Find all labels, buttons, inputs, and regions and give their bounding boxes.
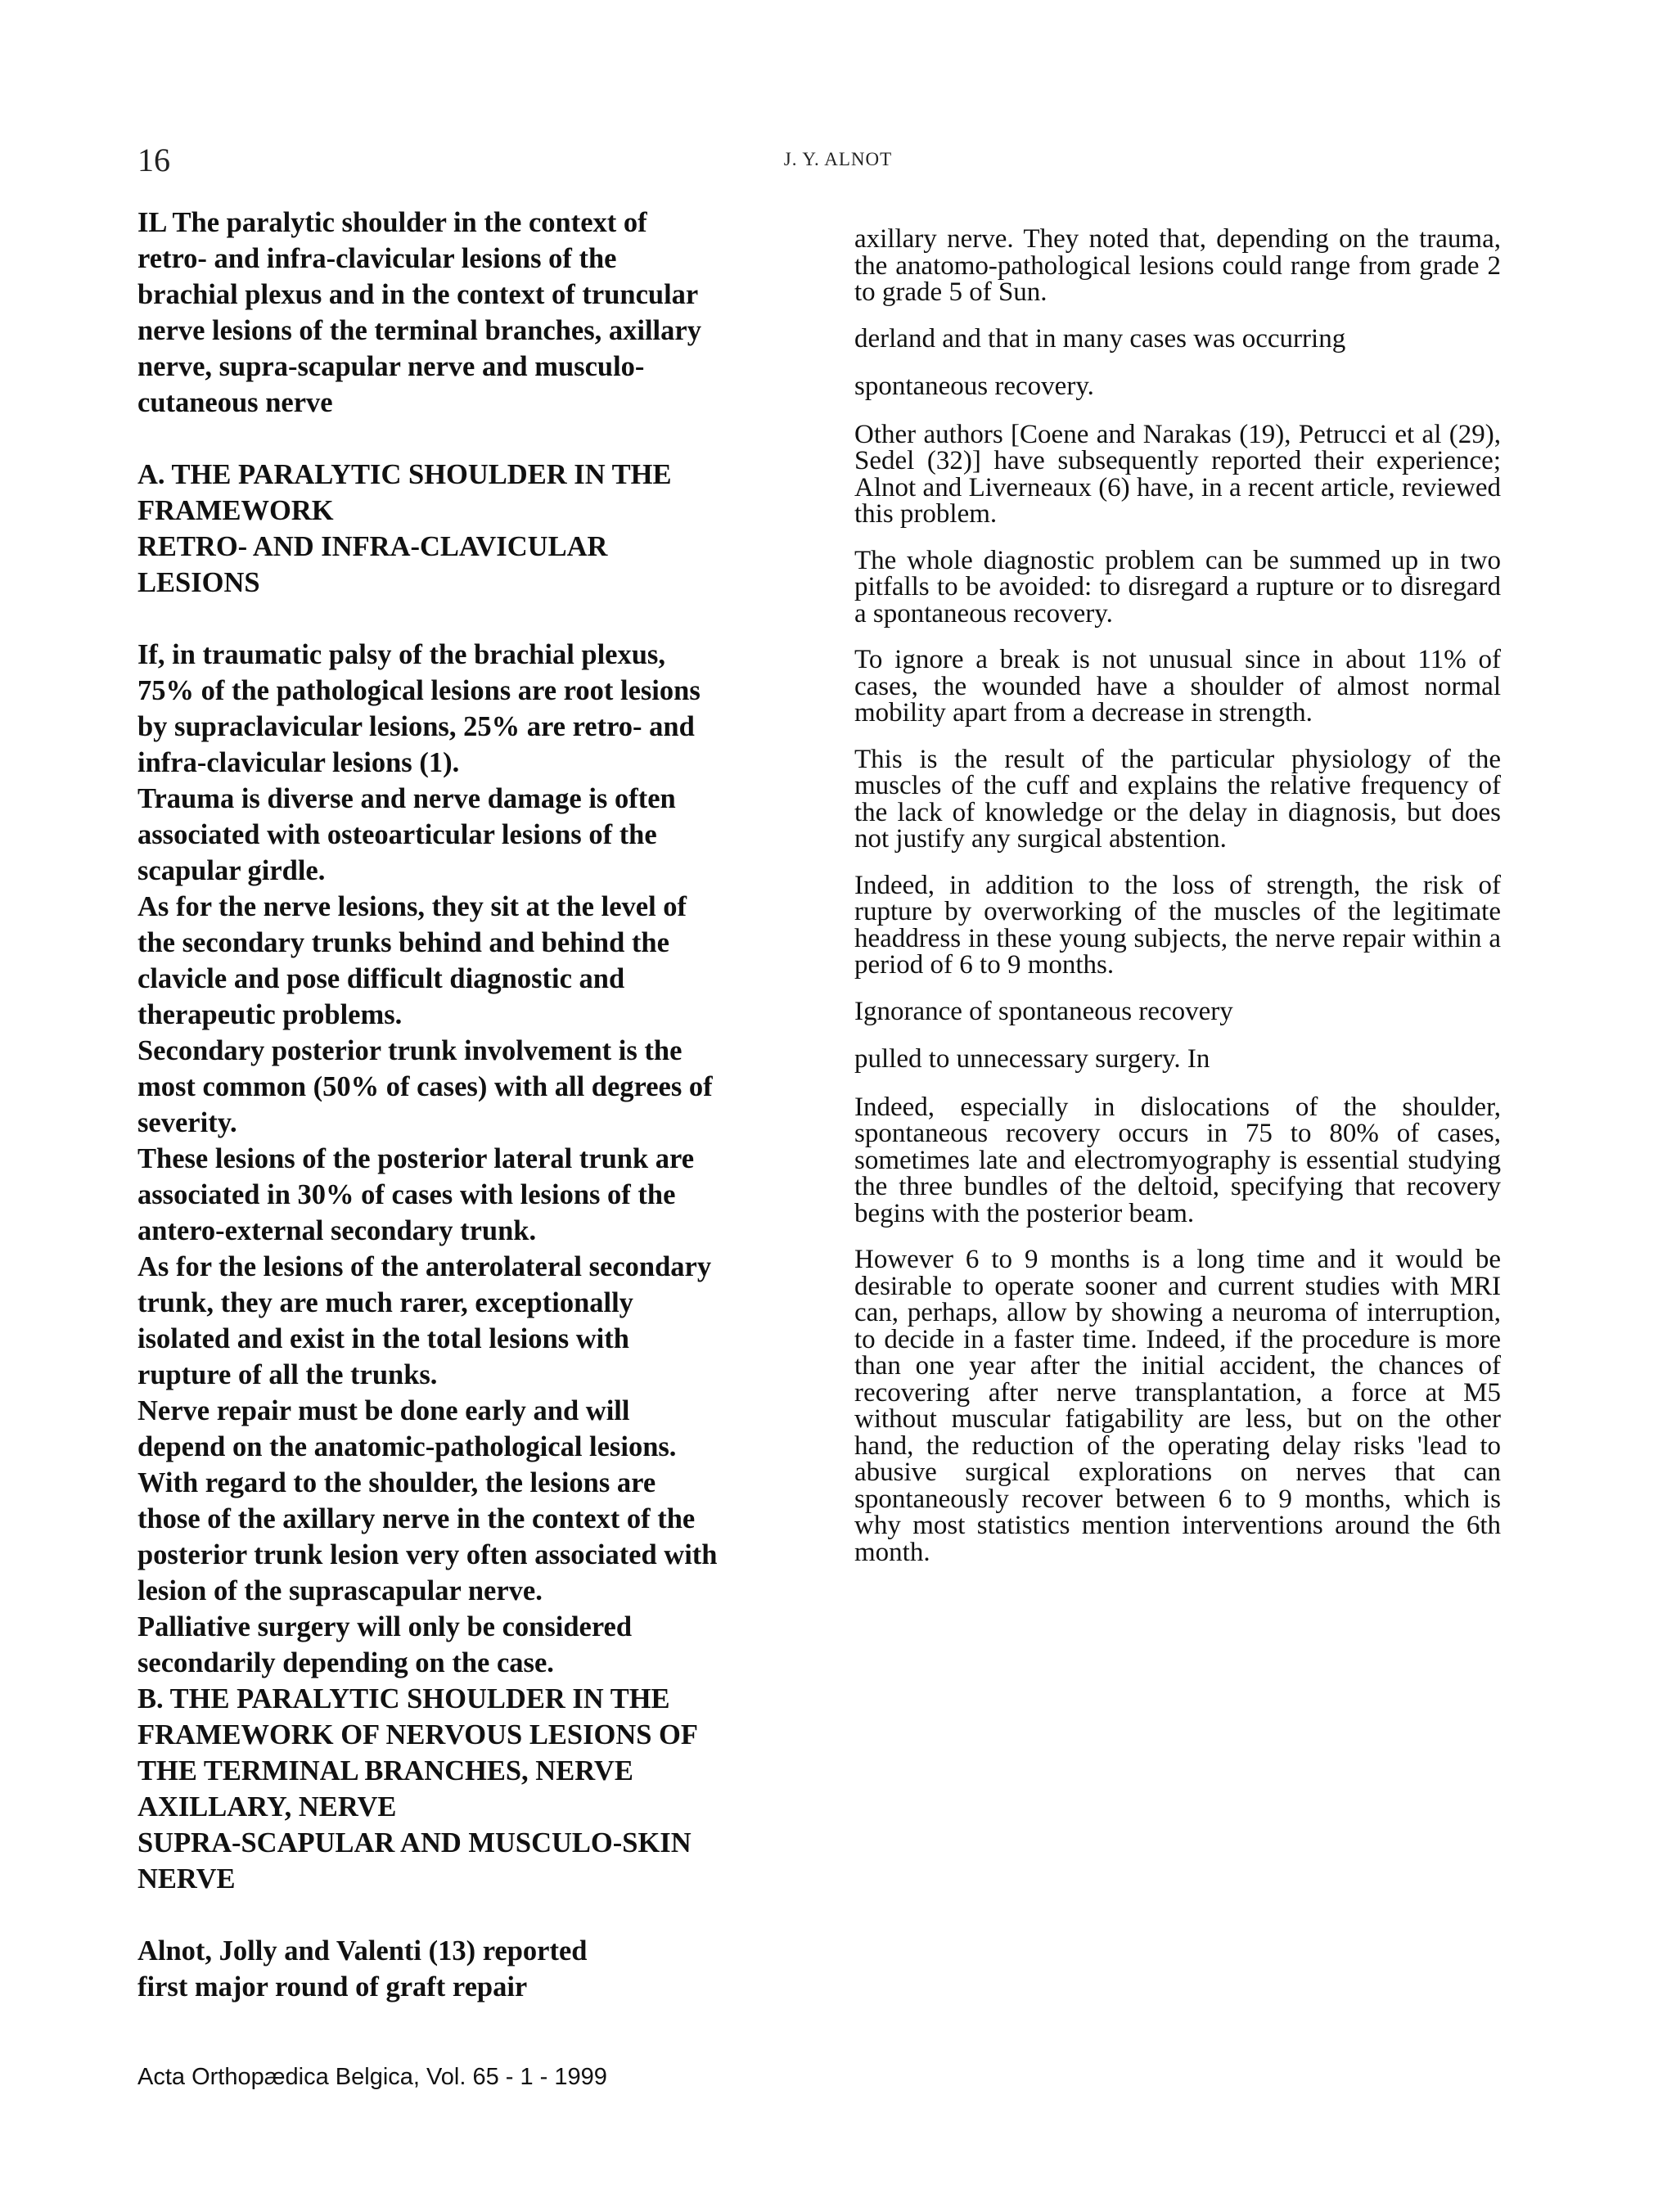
text-line: As for the nerve lesions, they sit at the level of	[137, 891, 687, 922]
text-line: associated in 30% of cases with lesions of the	[137, 1179, 676, 1210]
paragraph: Indeed, especially in dislocations of the shoulder, spontaneous recovery occurs in 75 to 80% of cases, sometimes late and electromyography is essential studying the three bundles of the deltoid, specifying that recovery begins with the posterior beam.	[854, 1092, 1501, 1228]
text-line: clavicle and pose difficult diagnostic and	[137, 963, 625, 994]
section-a-body	[137, 637, 792, 1681]
text-line: A. THE PARALYTIC SHOULDER IN THE	[137, 459, 672, 490]
text-line: With regard to the shoulder, the lesions are	[137, 1467, 656, 1498]
text-line: B. THE PARALYTIC SHOULDER IN THE	[137, 1683, 670, 1714]
paragraph: The whole diagnostic problem can be summed up in two pitfalls to be avoided: to disregard a rupture or to disregard a spontaneous recovery.	[854, 545, 1501, 628]
text-line: LESIONS	[137, 567, 260, 598]
text-line: 75% of the pathological lesions are root lesions	[137, 675, 701, 706]
text-line: lesion of the suprascapular nerve.	[137, 1575, 543, 1606]
text-line: scapular girdle.	[137, 855, 326, 886]
text-line: depend on the anatomic-pathological lesions.	[137, 1431, 677, 1462]
text-line: IL The paralytic shoulder in the context of	[137, 207, 647, 238]
section-heading-a	[137, 457, 792, 601]
text-line: secondarily depending on the case.	[137, 1647, 554, 1678]
paragraph: derland and that in many cases was occurring	[854, 323, 1346, 354]
text-line: AXILLARY, NERVE	[137, 1791, 397, 1822]
text-line: cutaneous nerve	[137, 387, 333, 418]
text-line: most common (50% of cases) with all degrees of	[137, 1071, 713, 1102]
page-number: 16	[137, 142, 170, 178]
text-line: posterior trunk lesion very often associated with	[137, 1539, 718, 1570]
running-head: J. Y. ALNOT	[783, 149, 893, 169]
text-line: nerve, supra-scapular nerve and musculo-	[137, 351, 645, 382]
text-line: those of the axillary nerve in the context of the	[137, 1503, 696, 1534]
text-line: NERVE	[137, 1863, 236, 1894]
right-column	[854, 226, 1501, 1585]
text-line: Palliative surgery will only be considered	[137, 1611, 633, 1642]
text-line: Secondary posterior trunk involvement is the	[137, 1035, 683, 1066]
paragraph: spontaneous recovery.	[854, 372, 1094, 401]
text-line: THE TERMINAL BRANCHES, NERVE	[137, 1755, 633, 1786]
text-line: trunk, they are much rarer, exceptionally	[137, 1287, 633, 1318]
text-line: the secondary trunks behind and behind the	[137, 927, 669, 958]
paragraph: However 6 to 9 months is a long time and it would be desirable to operate sooner and current studies with MRI can, perhaps, allow by showing a neuroma of interruption, to decide in a faster time. Indeed, if the procedure is more than one year after the initial accident, the chances of recovering after nerve transplantation, a force at M5 without muscular fatigability are less, but on the other hand, the reduction of the operating delay risks 'lead to abusive surgical explorations on nerves that can spontaneously recover between 6 to 9 months, which is why most statistics mention interventions around the 6th month.	[854, 1245, 1501, 1567]
paragraph: This is the result of the particular physiology of the muscles of the cuff and explains the relative frequency of the lack of knowledge or the delay in diagnosis, but does not justify any surgical abstention.	[854, 744, 1501, 854]
text-line: isolated and exist in the total lesions with	[137, 1323, 629, 1354]
text-line: brachial plexus and in the context of truncular	[137, 279, 699, 310]
text-line: If, in traumatic palsy of the brachial plexus,	[137, 639, 665, 670]
paragraph: Ignorance of spontaneous recovery	[854, 996, 1233, 1026]
text-line: retro- and infra-clavicular lesions of the	[137, 243, 617, 274]
paragraph: Indeed, in addition to the loss of strength, the risk of rupture by overworking of the muscles of the legitimate headdress in these young subjects, the nerve repair within a period of 6 to 9 months.	[854, 870, 1501, 980]
journal-citation: Acta Orthopædica Belgica, Vol. 65 - 1 - 1999	[137, 2064, 607, 2090]
text-line: RETRO- AND INFRA-CLAVICULAR	[137, 531, 608, 562]
text-line: SUPRA-SCAPULAR AND MUSCULO-SKIN	[137, 1827, 692, 1858]
text-line: by supraclavicular lesions, 25% are retro- and	[137, 711, 695, 742]
text-line: FRAMEWORK OF NERVOUS LESIONS OF	[137, 1719, 698, 1750]
text-line: therapeutic problems.	[137, 999, 403, 1030]
text-line: Alnot, Jolly and Valenti (13) reported	[137, 1935, 588, 1966]
section-b-body	[137, 1933, 792, 2005]
text-line: Trauma is diverse and nerve damage is often	[137, 783, 676, 814]
paragraph: To ignore a break is not unusual since in about 11% of cases, the wounded have a shoulder of almost normal mobility apart from a decrease in strength.	[854, 645, 1501, 728]
text-line: These lesions of the posterior lateral trunk are	[137, 1143, 695, 1174]
text-line: Nerve repair must be done early and will	[137, 1395, 630, 1426]
paragraph: pulled to unnecessary surgery. In	[854, 1044, 1210, 1074]
section-heading-b	[137, 1681, 792, 1897]
text-line: infra-clavicular lesions (1).	[137, 747, 460, 778]
text-line: nerve lesions of the terminal branches, axillary	[137, 315, 701, 346]
text-line: As for the lesions of the anterolateral secondary	[137, 1251, 712, 1282]
text-line: antero-external secondary trunk.	[137, 1215, 537, 1246]
paragraph: Other authors [Coene and Narakas (19), Petrucci et al (29), Sedel (32)] have subsequently reported their experience; Alnot and Liverneaux (6) have, in a recent article, reviewed this problem.	[854, 419, 1501, 529]
section-heading-ii	[137, 205, 792, 421]
text-line: associated with osteoarticular lesions of the	[137, 819, 657, 850]
text-line: rupture of all the trunks.	[137, 1359, 438, 1390]
text-line: severity.	[137, 1107, 237, 1138]
paragraph: axillary nerve. They noted that, depending on the trauma, the anatomo-pathological lesions could range from grade 2 to grade 5 of Sun.	[854, 224, 1501, 307]
text-line: first major round of graft repair	[137, 1971, 528, 2003]
text-line: FRAMEWORK	[137, 495, 334, 526]
left-column	[137, 205, 792, 2005]
